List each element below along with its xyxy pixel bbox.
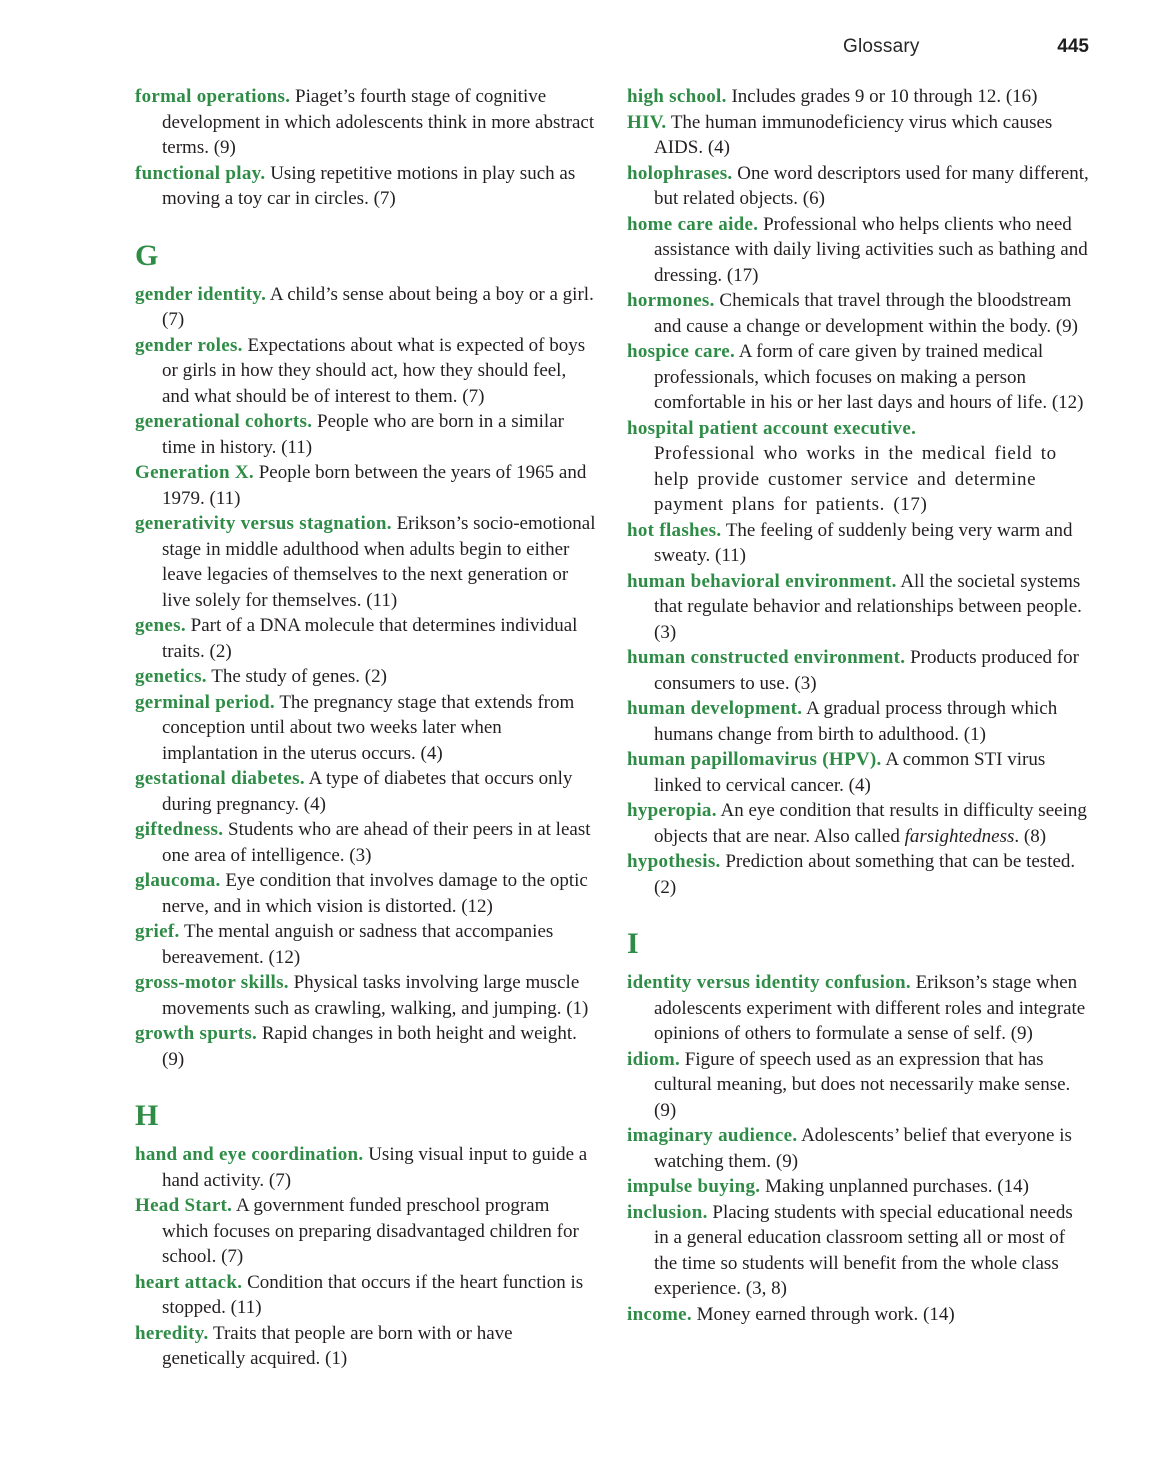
glossary-term: impulse buying. [627,1176,761,1197]
glossary-term: inclusion. [627,1201,708,1223]
glossary-definition: Using repetitive motions in play such as moving a toy car in circles. (7) [162,162,576,209]
glossary-entry [135,919,597,970]
glossary-term: grief. [135,921,180,942]
glossary-entry [627,645,1089,696]
glossary-definition: Expectations about what is expected of boys or girls in how they should act, how they should feel, and what should be of interest to them. (7) [162,334,586,407]
glossary-term: imaginary audience. [627,1125,798,1146]
glossary-definition: The human immunodeficiency virus which causes AIDS. (4) [654,111,1053,158]
glossary-term: home care aide. [627,213,759,235]
glossary-term: hypothesis. [627,851,721,872]
glossary-term: hospice care. [627,341,736,362]
glossary-definition: Adolescents’ belief that everyone is watching them. (9) [654,1125,1072,1172]
glossary-term: genes. [135,615,186,636]
glossary-term: Generation X. [135,462,254,483]
glossary-entry [627,212,1089,289]
glossary-definition: Students who are ahead of their peers in at least one area of intelligence. (3) [162,819,591,866]
glossary-entry [627,849,1089,900]
glossary-entry [627,970,1089,1047]
glossary-term: generativity versus stagnation. [135,513,392,534]
glossary-definition: Money earned through work. (14) [696,1303,955,1325]
glossary-definition: Making unplanned purchases. (14) [765,1176,1029,1197]
glossary-term: human papillomavirus (HPV). [627,749,882,770]
glossary-definition: Professional who helps clients who need assistance with daily living activities such as bathing and dressing. (17) [654,213,1088,286]
section-heading-g: G [135,238,159,272]
glossary-definition: Rapid changes in both height and weight. (9) [162,1023,577,1070]
glossary-entry [135,460,597,511]
glossary-definition: The pregnancy stage that extends from conception until about two weeks later when implantation in the uterus occurs. (4) [162,691,575,764]
glossary-term: hot flashes. [627,519,722,541]
glossary-entry [135,970,597,1021]
glossary-term: formal operations. [135,86,291,107]
glossary-entry [135,817,597,868]
glossary-entry [135,409,597,460]
glossary-term: functional play. [135,162,266,184]
glossary-definition: Using visual input to guide a hand activity. (7) [162,1144,588,1191]
glossary-entry [135,1021,597,1072]
glossary-entry [135,868,597,919]
glossary-definition: Condition that occurs if the heart function is stopped. (11) [162,1271,584,1318]
glossary-term: gender roles. [135,334,243,356]
glossary-entry [627,1123,1089,1174]
glossary-term: heart attack. [135,1271,243,1293]
glossary-definition: A gradual process through which humans change from birth to adulthood. (1) [654,698,1058,745]
glossary-definition: The study of genes. (2) [211,666,387,687]
glossary-term: hand and eye coordination. [135,1144,364,1165]
glossary-term: HIV. [627,111,667,133]
glossary-entry [135,664,597,690]
glossary-definition: One word descriptors used for many different, but related objects. (6) [654,162,1089,209]
glossary-entry [627,518,1089,569]
definition-text: . (8) [1014,825,1047,847]
definition-italic-text: farsightedness [904,825,1015,847]
glossary-term: human constructed environment. [627,647,906,668]
glossary-definition: Chemicals that travel through the bloodstream and cause a change or development within the body. (9) [654,290,1079,337]
glossary-definition: Erikson’s stage when adolescents experiment with different roles and integrate opinions of others to formulate a sense of self. (9) [654,972,1086,1044]
glossary-entry [135,1321,597,1372]
glossary-term: giftedness. [135,819,224,840]
glossary-definition: A type of diabetes that occurs only during pregnancy. (4) [162,768,573,815]
glossary-term: gender identity. [135,283,267,305]
glossary-definition: A form of care given by trained medical professionals, which focuses on making a person comfortable in his or her last days and hours of life. (12) [654,341,1084,413]
glossary-entry [627,1200,1089,1302]
glossary-entry [627,569,1089,646]
glossary-term: glaucoma. [135,870,221,891]
glossary-definition: Eye condition that involves damage to the optic nerve, and in which vision is distorted. (12) [162,870,588,917]
running-header-title: Glossary [843,36,920,57]
glossary-definition: Placing students with special educational needs in a general education classroom setting all or most of the time so students will benefit from the whole class experience. (3, 8) [654,1201,1073,1299]
glossary-entry [627,416,1089,518]
glossary-term: hospital patient account executive. [627,417,917,439]
glossary-definition: Professional who works in the medical field to help provide customer service and determine payment plans for patients. (17) [654,443,1057,515]
glossary-definition: Physical tasks involving large muscle movements such as crawling, walking, and jumping. (1) [162,972,589,1019]
glossary-term: identity versus identity confusion. [627,972,911,993]
glossary-term: hormones. [627,290,715,311]
glossary-definition: All the societal systems that regulate behavior and relationships between people. (3) [654,570,1082,643]
glossary-entry [627,696,1089,747]
glossary-entry [627,84,1089,110]
glossary-entry [135,766,597,817]
glossary-definition: Erikson’s socio-emotional stage in middle adulthood when adults begin to either leave legacies of themselves to the next generation or live solely for themselves. (11) [162,513,596,611]
section-heading-i: I [627,927,640,960]
glossary-definition: Traits that people are born with or have genetically acquired. (1) [162,1322,513,1369]
glossary-term: human behavioral environment. [627,570,897,592]
glossary-entry [627,1174,1089,1200]
glossary-entry [135,161,597,212]
glossary-entry [627,161,1089,212]
glossary-term: heredity. [135,1322,209,1344]
glossary-term: generational cohorts. [135,411,313,432]
glossary-entry [135,333,597,410]
glossary-entry [135,1193,597,1270]
glossary-entry [627,1302,1089,1328]
glossary-entry [627,288,1089,339]
glossary-entry [135,282,597,333]
glossary-definition: Prediction about something that can be tested. (2) [654,851,1076,898]
glossary-entry [627,1047,1089,1124]
glossary-term: high school. [627,86,727,107]
glossary-column-right [627,84,1089,1327]
glossary-entry [627,747,1089,798]
section-heading-h: H [135,1099,159,1132]
glossary-definition: The feeling of suddenly being very warm and sweaty. (11) [654,519,1073,566]
glossary-entry [135,613,597,664]
glossary-definition: Products produced for consumers to use. (3) [654,647,1079,694]
glossary-definition: Includes grades 9 or 10 through 12. (16) [731,86,1038,107]
glossary-entry [135,84,597,161]
page-header [0,36,1149,64]
glossary-definition: A child’s sense about being a boy or a girl. (7) [162,283,594,330]
glossary-definition: Part of a DNA molecule that determines individual traits. (2) [162,615,578,662]
definition-text: An eye condition that results in difficulty seeing objects that are near. Also called [654,800,1087,847]
glossary-definition: The mental anguish or sadness that accompanies bereavement. (12) [162,921,554,968]
glossary-term: gross-motor skills. [135,972,289,993]
page-number: 445 [1057,36,1089,57]
glossary-column-left [135,84,597,1372]
glossary-definition [654,800,1087,847]
glossary-term: gestational diabetes. [135,768,305,789]
glossary-term: growth spurts. [135,1023,258,1044]
glossary-definition: Piaget’s fourth stage of cognitive development in which adolescents think in more abstract terms. (9) [162,86,595,158]
glossary-entry [627,798,1089,849]
glossary-term: idiom. [627,1048,681,1070]
glossary-entry [135,1270,597,1321]
glossary-term: holophrases. [627,162,733,184]
glossary-definition: Figure of speech used as an expression that has cultural meaning, but does not necessarily make sense. (9) [654,1048,1071,1121]
glossary-entry [627,339,1089,416]
glossary-term: germinal period. [135,691,275,713]
glossary-term: genetics. [135,666,207,687]
glossary-entry [627,110,1089,161]
glossary-entry [135,690,597,767]
glossary-term: income. [627,1303,692,1325]
glossary-term: hyperopia. [627,800,717,821]
glossary-entry [135,1142,597,1193]
glossary-definition: People born between the years of 1965 and 1979. (11) [162,462,587,509]
glossary-term: human development. [627,698,803,719]
glossary-definition: A government funded preschool program which focuses on preparing disadvantaged children for school. (7) [162,1195,579,1267]
glossary-definition: A common STI virus linked to cervical cancer. (4) [654,749,1046,796]
glossary-entry [135,511,597,613]
glossary-term: Head Start. [135,1195,233,1216]
glossary-definition: People who are born in a similar time in history. (11) [162,411,564,458]
